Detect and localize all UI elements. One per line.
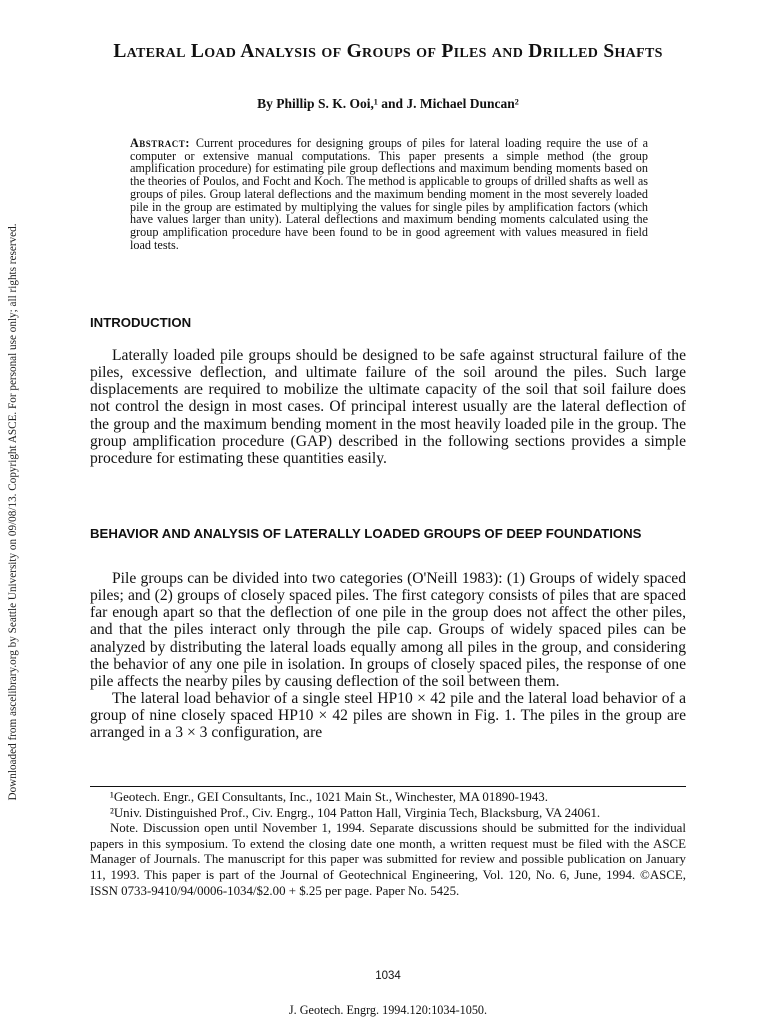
abstract — [130, 137, 648, 251]
behavior-body — [90, 570, 686, 742]
download-watermark: Downloaded from ascelibrary.org by Seattle University on 09/08/13. Copyright ASCE. For personal use only; all rights reserved. — [7, 223, 19, 801]
footnote-1: ¹Geotech. Engr., GEI Consultants, Inc., 1021 Main St., Winchester, MA 01890-1943. — [110, 790, 548, 804]
paragraph: The lateral load behavior of a single steel HP10 × 42 pile and the lateral load behavior of a group of nine closely spaced HP10 × 42 piles are shown in Fig. 1. The piles in the group are arranged in a 3 × 3 configuration, are — [90, 690, 686, 742]
abstract-label: Abstract: — [130, 136, 190, 150]
page-number: 1034 — [375, 970, 401, 982]
paper-title: Lateral Load Analysis of Groups of Piles and Drilled Shafts — [113, 41, 663, 62]
section-heading-behavior: BEHAVIOR AND ANALYSIS OF LATERALLY LOADED GROUPS OF DEEP FOUNDATIONS — [90, 526, 642, 541]
section-heading-introduction: INTRODUCTION — [90, 315, 192, 330]
footnote-divider — [90, 786, 686, 787]
paragraph: Pile groups can be divided into two categories (O'Neill 1983): (1) Groups of widely spaced piles; and (2) groups of closely spaced piles. The first category consists of piles that are spaced far enough apart so that the deflection of one pile in the group does not affect the other piles, and that the piles interact only through the pile cap. Groups of widely spaced piles can be analyzed by distributing the lateral loads equally among all piles in the group, and considering the behavior of any one pile in isolation. In groups of closely spaced piles, the response of one pile affects the nearby piles by causing deflection of the soil between them. — [90, 570, 686, 690]
introduction-body — [90, 347, 686, 467]
footnotes — [90, 790, 686, 899]
author-line: By Phillip S. K. Ooi,¹ and J. Michael Duncan² — [257, 96, 519, 111]
footnote-2: ²Univ. Distinguished Prof., Civ. Engrg., 104 Patton Hall, Virginia Tech, Blacksburg, VA 24061. — [110, 805, 601, 820]
footnote-note: Note. Discussion open until November 1, 1994. Separate discussions should be submitted for the individual papers in this symposium. To extend the closing date one month, a written request must be filed with the ASCE Manager of Journals. The manuscript for this paper was submitted for review and possible publication on January 11, 1993. This paper is part of the Journal of Geotechnical Engineering, Vol. 120, No. 6, June, 1994. ©ASCE, ISSN 0733-9410/94/0006-1034/$2.00 + $.25 per page. Paper No. 5425. — [90, 821, 686, 898]
paragraph: Laterally loaded pile groups should be designed to be safe against structural failure of the piles, excessive deflection, and ultimate failure of the soil around the piles. Such large displacements are required to mobilize the ultimate capacity of the soil that soil failure does not control the design in most cases. Of principal interest usually are the lateral deflection of the group and the maximum bending moment in the most heavily loaded pile in the group. The group amplification procedure (GAP) described in the following sections provides a simple procedure for estimating these quantities easily. — [90, 347, 686, 467]
abstract-text: Current procedures for designing groups of piles for lateral loading require the use of a computer or extensive manual computations. This paper presents a simple method (the group amplification procedure) for estimating pile group deflections and maximum bending moments based on the theories of Poulos, and Focht and Koch. The method is applicable to groups of drilled shafts as well as groups of piles. Group lateral deflections and the maximum bending moment in the most severely loaded pile in the group are estimated by multiplying the values for single piles by amplification factors (which have values larger than unity). Lateral deflections and maximum bending moments calculated using the group amplification procedure have been found to be in good agreement with values measured in field load tests. — [130, 136, 648, 252]
citation-footer: J. Geotech. Engrg. 1994.120:1034-1050. — [288, 1003, 488, 1017]
